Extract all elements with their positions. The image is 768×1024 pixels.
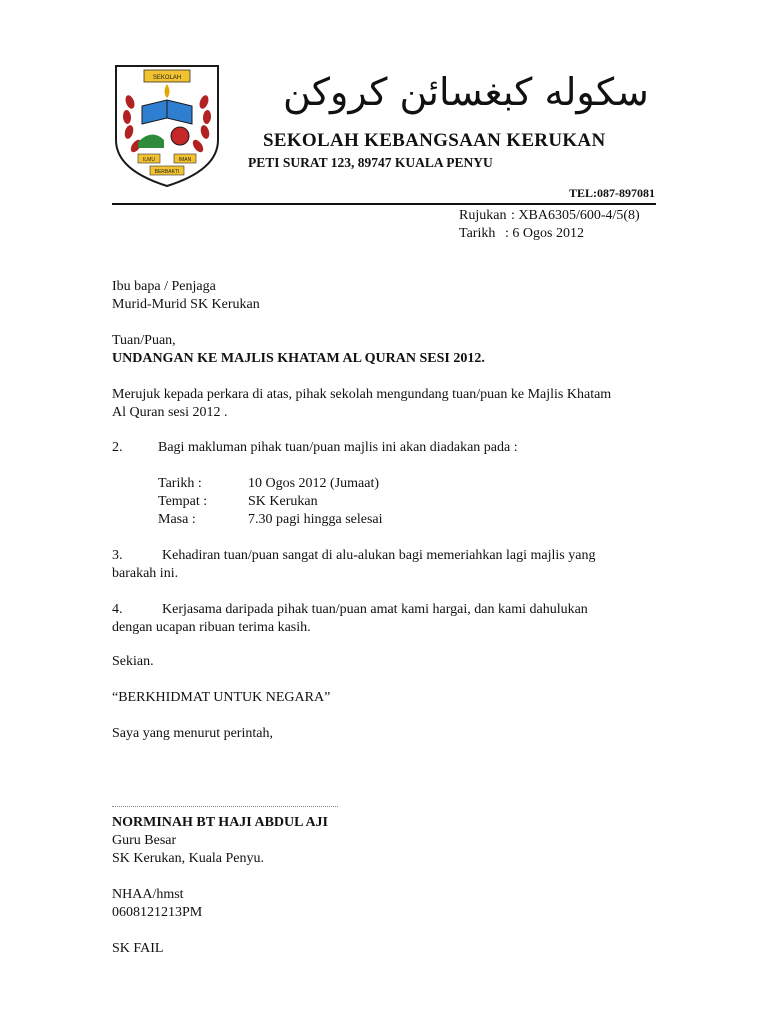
- para3-line1: Kehadiran tuan/puan sangat di alu-alukan bagi memeriahkan lagi majlis yang: [162, 548, 596, 563]
- rujukan-label: Rujukan: [459, 208, 507, 223]
- subject-heading: UNDANGAN KE MAJLIS KHATAM AL QURAN SESI 2012.: [112, 351, 485, 366]
- para2-number: 2.: [112, 440, 123, 455]
- salutation: Tuan/Puan,: [112, 333, 176, 348]
- school-name: SEKOLAH KEBANGSAAN KERUKAN: [263, 130, 606, 151]
- footer-initials: NHAA/hmst: [112, 887, 184, 902]
- tarikh-row: [459, 225, 584, 243]
- svg-text:BERBAKTI: BERBAKTI: [154, 169, 180, 175]
- tarikh-value: : 6 Ogos 2012: [505, 226, 584, 241]
- school-crest-icon: [112, 62, 222, 188]
- school-address: PETI SURAT 123, 89747 KUALA PENYU: [248, 155, 493, 170]
- detail-tarikh-label: Tarikh :: [158, 476, 202, 491]
- closing-motto: “BERKHIDMAT UNTUK NEGARA”: [112, 690, 331, 705]
- rujukan-value: : XBA6305/600-4/5(8): [511, 208, 640, 223]
- svg-text:ILMU: ILMU: [143, 157, 155, 163]
- header-divider: [112, 203, 656, 205]
- detail-masa-label: Masa :: [158, 512, 196, 527]
- para3-line2: barakah ini.: [112, 566, 179, 581]
- rujukan-row: [459, 207, 640, 225]
- svg-text:SEKOLAH: SEKOLAH: [152, 75, 182, 81]
- recipient-line1: Ibu bapa / Penjaga: [112, 279, 216, 294]
- tarikh-label: Tarikh: [459, 226, 496, 241]
- closing-sekian: Sekian.: [112, 654, 154, 669]
- jawi-school-name: سكوله كبغسائن كروكن: [283, 70, 649, 114]
- para1-line2: Al Quran sesi 2012 .: [112, 405, 228, 420]
- school-tel: TEL:087-897081: [568, 186, 655, 200]
- detail-tempat-label: Tempat :: [158, 494, 208, 509]
- para4-line1: Kerjasama daripada pihak tuan/puan amat kami hargai, dan kami dahulukan: [162, 602, 588, 617]
- svg-text:IMAN: IMAN: [178, 157, 192, 163]
- signatory-org: SK Kerukan, Kuala Penyu.: [112, 851, 265, 866]
- para4-number: 4.: [112, 602, 123, 617]
- signatory-title: Guru Besar: [112, 833, 177, 848]
- para3-number: 3.: [112, 548, 123, 563]
- signatory-name: NORMINAH BT HAJI ABDUL AJI: [112, 815, 329, 830]
- signature-line: [112, 806, 338, 807]
- detail-masa-value: 7.30 pagi hingga selesai: [248, 512, 383, 527]
- detail-tarikh-value: 10 Ogos 2012 (Jumaat): [248, 476, 380, 491]
- closing-saya: Saya yang menurut perintah,: [112, 726, 273, 741]
- recipient-line2: Murid-Murid SK Kerukan: [112, 297, 260, 312]
- footer-file: SK FAIL: [112, 941, 164, 956]
- para2-text: Bagi makluman pihak tuan/puan majlis ini akan diadakan pada :: [158, 440, 518, 455]
- para1-line1: Merujuk kepada perkara di atas, pihak sekolah mengundang tuan/puan ke Majlis Khatam: [112, 387, 612, 402]
- footer-code: 0608121213PM: [112, 905, 203, 920]
- detail-tempat-value: SK Kerukan: [248, 494, 318, 509]
- para4-line2: dengan ucapan ribuan terima kasih.: [112, 620, 311, 635]
